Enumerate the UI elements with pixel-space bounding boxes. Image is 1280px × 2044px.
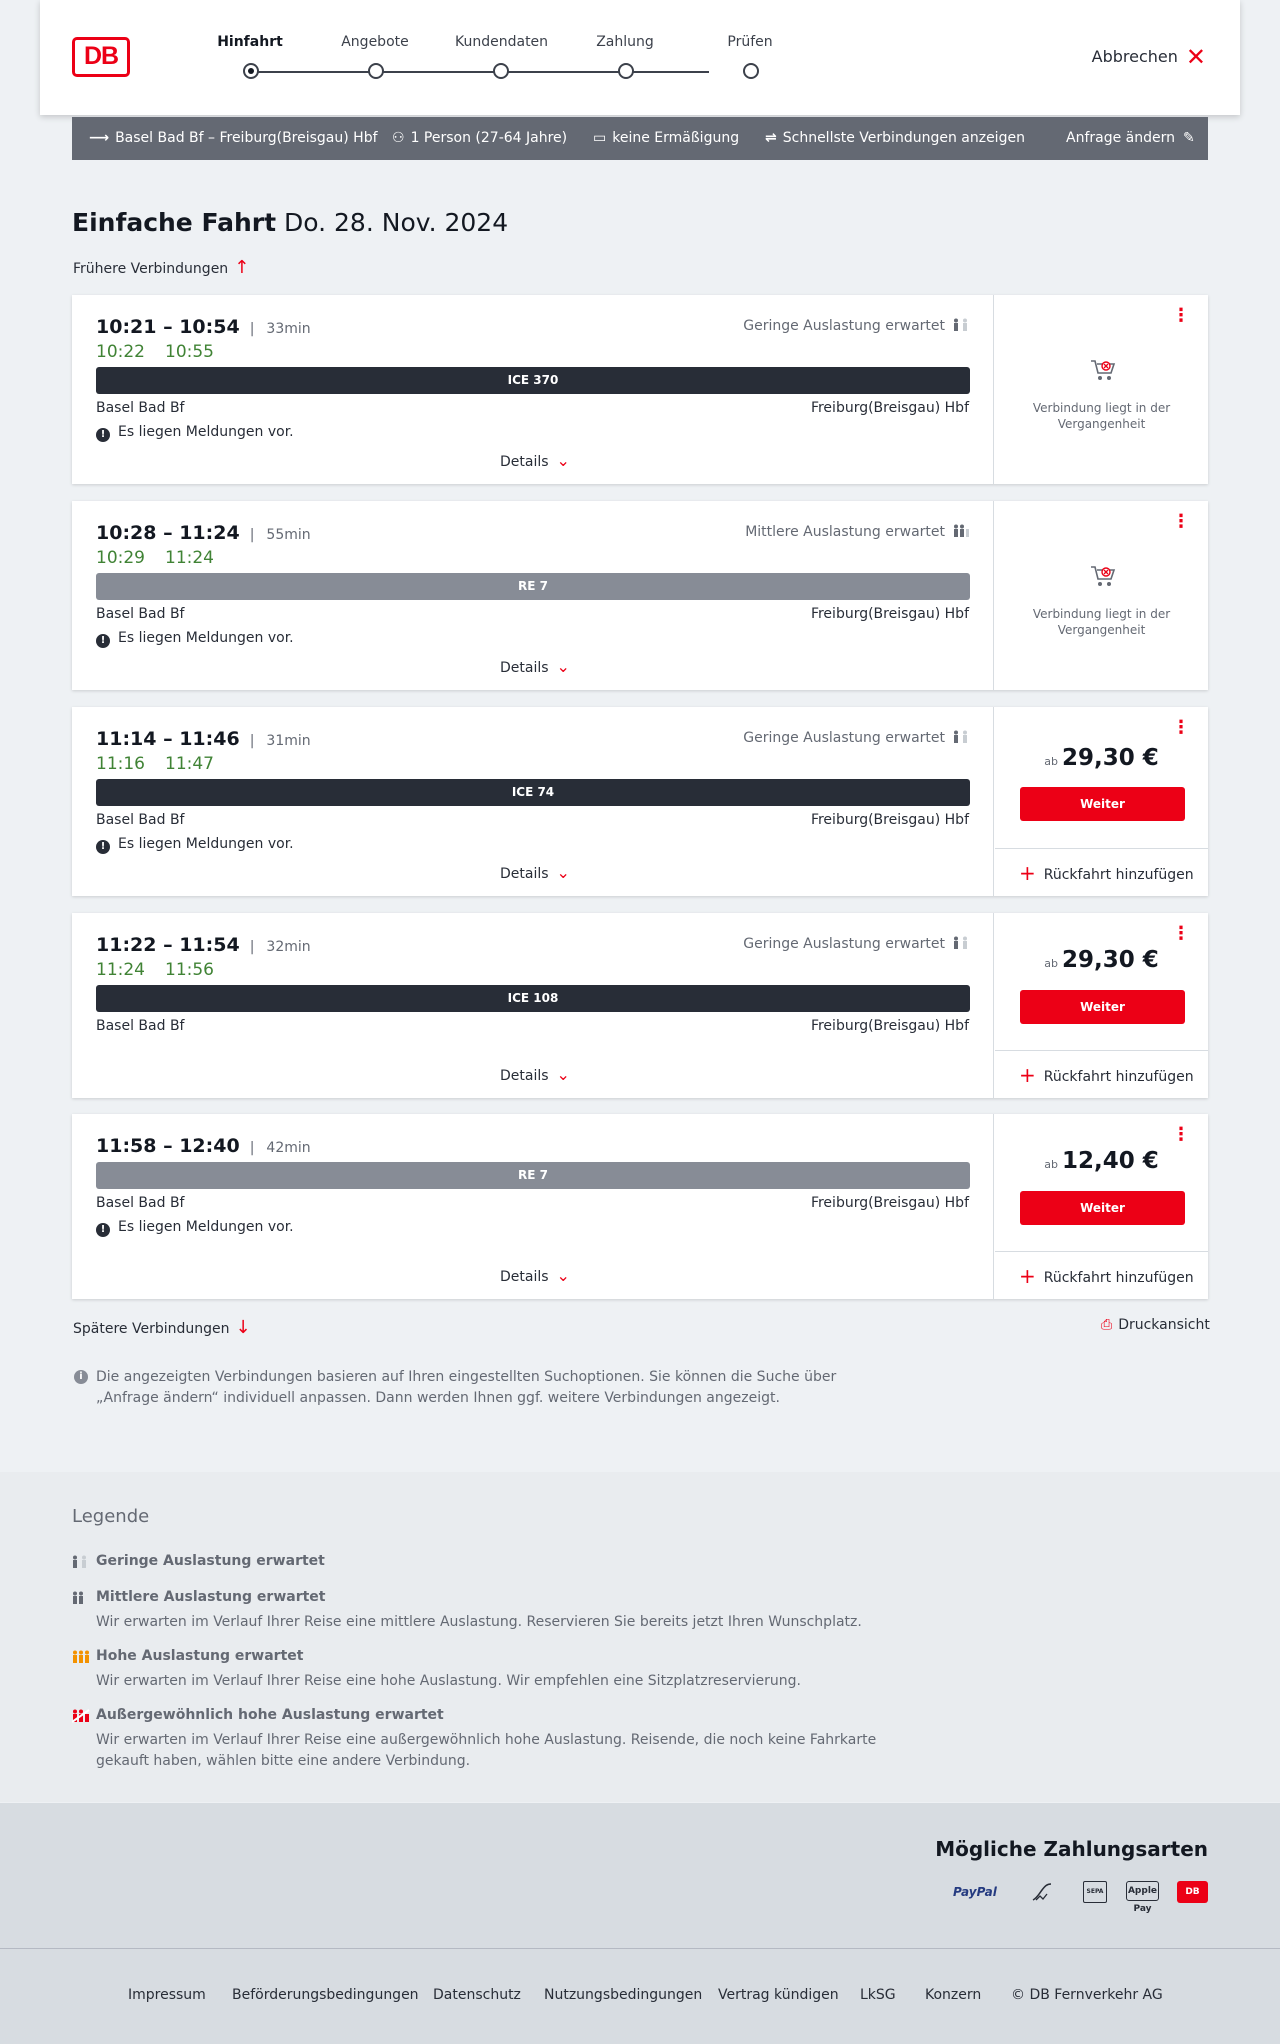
booking-header <box>40 0 1240 115</box>
realtime-departure: 11:24 <box>96 960 145 980</box>
footer-link-datenschutz[interactable]: Datenschutz <box>433 1987 521 2003</box>
duration: | 31min <box>250 733 311 749</box>
connection-times <box>96 1135 311 1157</box>
arrow-up-icon: ↑ <box>234 257 250 278</box>
legend-item-title: Mittlere Auslastung erwartet <box>96 1589 326 1605</box>
add-return-label: Rückfahrt hinzufügen <box>1043 1069 1194 1085</box>
page-title <box>72 208 508 237</box>
step-dot <box>243 63 259 79</box>
planned-times: 10:21 – 10:54 <box>96 316 240 338</box>
progress-stepper <box>205 34 773 84</box>
price <box>995 745 1208 771</box>
price <box>995 947 1208 973</box>
cancel-button[interactable] <box>1091 42 1206 71</box>
stepper-line <box>250 71 709 73</box>
disruption-message <box>96 630 294 648</box>
connection-details-panel <box>72 707 994 896</box>
footer-link-nutzungsbedingungen[interactable]: Nutzungsbedingungen <box>544 1987 703 2003</box>
print-view-link[interactable] <box>1101 1317 1210 1333</box>
discount-text: keine Ermäßigung <box>612 130 740 146</box>
past-connection-note: Verbindung liegt in der Vergangenheit <box>1032 607 1171 637</box>
step-zahlung <box>580 34 670 50</box>
message-text: Es liegen Meldungen vor. <box>118 424 294 440</box>
more-options-icon[interactable]: ⋮ <box>1172 717 1190 738</box>
occupancy-info <box>743 730 969 746</box>
search-info-note <box>72 1367 852 1409</box>
occupancy-high-icon <box>72 1650 90 1664</box>
offer-panel <box>995 913 1208 1098</box>
occupancy-medium-icon <box>953 524 969 538</box>
step-pruefen <box>705 34 795 50</box>
occupancy-low-icon <box>953 730 969 744</box>
more-options-icon[interactable]: ⋮ <box>1172 1124 1190 1145</box>
occupancy-text: Geringe Auslastung erwartet <box>743 936 945 952</box>
add-return-trip-button[interactable] <box>995 1050 1208 1098</box>
step-label: Angebote <box>341 34 409 50</box>
price-prefix: ab <box>1044 755 1058 768</box>
realtime-departure: 10:22 <box>96 342 145 362</box>
connection-details-panel <box>72 1114 994 1299</box>
departure-station: Basel Bad Bf <box>96 400 185 416</box>
price-prefix: ab <box>1044 957 1058 970</box>
print-label: Druckansicht <box>1118 1317 1210 1333</box>
earlier-connections-link[interactable] <box>73 257 249 278</box>
realtime-departure: 11:16 <box>96 754 145 774</box>
later-label: Spätere Verbindungen <box>73 1321 230 1337</box>
step-angebote <box>330 34 420 50</box>
step-dot <box>618 63 634 79</box>
paypal-icon: PayPal <box>953 1885 997 1899</box>
message-text: Es liegen Meldungen vor. <box>118 836 294 852</box>
alert-icon: ! <box>96 428 110 442</box>
details-label: Details <box>500 454 549 470</box>
card-icon: ▭ <box>593 130 607 146</box>
later-connections-link[interactable] <box>73 1317 251 1338</box>
planned-times: 11:22 – 11:54 <box>96 934 240 956</box>
query-summary-bar <box>72 117 1208 160</box>
legend-item-title: Außergewöhnlich hohe Auslastung erwartet <box>96 1707 444 1723</box>
more-options-icon[interactable]: ⋮ <box>1172 305 1190 326</box>
discount-summary <box>593 130 739 146</box>
connection-card <box>72 913 1208 1098</box>
cart-unavailable-icon <box>1089 563 1117 589</box>
add-return-label: Rückfahrt hinzufügen <box>1043 867 1194 883</box>
details-label: Details <box>500 866 549 882</box>
edit-query-text: Anfrage ändern <box>1066 130 1175 146</box>
printer-icon: ⎙ <box>1101 1317 1113 1333</box>
arrival-station: Freiburg(Breisgau) Hbf <box>810 606 969 622</box>
info-text: Die angezeigten Verbindungen basieren auf Ihren eingestellten Suchoptionen. Sie können die Suche über „Anfrage ändern“ individuell anpassen. Dann werden Ihnen ggf. weitere Verbindungen angezeigt. <box>96 1369 837 1406</box>
details-label: Details <box>500 660 549 676</box>
continue-button[interactable]: Weiter <box>1020 1191 1185 1225</box>
planned-times: 11:14 – 11:46 <box>96 728 240 750</box>
connection-times <box>96 522 311 544</box>
disruption-message <box>96 1219 294 1237</box>
trip-date: Do. 28. Nov. 2024 <box>284 208 509 237</box>
duration: | 55min <box>250 527 311 543</box>
realtime-times <box>96 342 214 362</box>
arrival-station: Freiburg(Breisgau) Hbf <box>810 400 969 416</box>
step-label: Kundendaten <box>455 34 549 50</box>
footer-link-lksg[interactable]: LkSG <box>860 1987 896 2003</box>
traveler-summary <box>392 130 567 146</box>
trip-kind: Einfache Fahrt <box>72 208 277 237</box>
occupancy-extreme-icon <box>72 1709 90 1723</box>
offer-panel <box>995 501 1208 690</box>
occupancy-text: Mittlere Auslastung erwartet <box>745 524 945 540</box>
details-toggle[interactable] <box>500 863 570 882</box>
footer-link-befoerderungsbedingungen[interactable]: Beförderungsbedingungen <box>232 1987 419 2003</box>
plus-icon: + <box>1019 861 1036 885</box>
train-bar[interactable]: ICE 108 <box>96 985 970 1012</box>
occupancy-text: Geringe Auslastung erwartet <box>743 730 945 746</box>
alert-icon: ! <box>96 1223 110 1237</box>
duration: | 32min <box>250 939 311 955</box>
db-payment-icon: DB <box>1177 1881 1208 1903</box>
chevron-down-icon: ⌄ <box>556 1266 570 1285</box>
db-logo[interactable]: DB <box>72 37 130 77</box>
departure-station: Basel Bad Bf <box>96 1195 185 1211</box>
arrow-right-icon: ⟶ <box>89 130 110 146</box>
footer-copyright: © DB Fernverkehr AG <box>1011 1987 1163 2003</box>
direct-debit-icon <box>1030 1881 1056 1903</box>
step-label: Hinfahrt <box>217 34 283 50</box>
connection-times <box>96 316 311 338</box>
info-icon: i <box>74 1370 88 1384</box>
details-toggle[interactable] <box>500 1266 570 1285</box>
planned-times: 11:58 – 12:40 <box>96 1135 240 1157</box>
price-value: 29,30 € <box>1061 947 1159 973</box>
details-label: Details <box>500 1269 549 1285</box>
occupancy-info <box>743 318 969 334</box>
footer-link-vertrag-kuendigen[interactable]: Vertrag kündigen <box>718 1987 839 2003</box>
person-icon: ⚇ <box>392 130 405 146</box>
edit-query-button[interactable] <box>1066 130 1195 146</box>
route-text: Basel Bad Bf – Freiburg(Breisgau) Hbf <box>115 130 378 146</box>
train-bar[interactable]: ICE 370 <box>96 367 970 394</box>
sepa-icon: SEPA <box>1083 1881 1107 1903</box>
realtime-departure: 10:29 <box>96 548 145 568</box>
footer-link-konzern[interactable]: Konzern <box>925 1987 982 2003</box>
occupancy-low-icon <box>72 1555 90 1569</box>
more-options-icon[interactable]: ⋮ <box>1172 511 1190 532</box>
planned-times: 10:28 – 11:24 <box>96 522 240 544</box>
arrival-station: Freiburg(Breisgau) Hbf <box>810 1195 969 1211</box>
legend-item-text: Wir erwarten im Verlauf Ihrer Reise eine hohe Auslastung. Wir empfehlen eine Sitzplatzreservierung. <box>96 1673 801 1689</box>
connection-card <box>72 707 1208 896</box>
offer-panel <box>995 1114 1208 1299</box>
fastest-toggle[interactable] <box>765 130 1025 146</box>
legend-item <box>72 1589 892 1633</box>
price-value: 12,40 € <box>1061 1148 1159 1174</box>
legend-item <box>72 1553 892 1569</box>
price-prefix: ab <box>1044 1158 1058 1171</box>
plus-icon: + <box>1019 1264 1036 1288</box>
occupancy-text: Geringe Auslastung erwartet <box>743 318 945 334</box>
realtime-times <box>96 960 214 980</box>
occupancy-medium-icon <box>72 1591 90 1605</box>
legend-title: Legende <box>72 1506 150 1527</box>
connection-card <box>72 1114 1208 1299</box>
arrival-station: Freiburg(Breisgau) Hbf <box>810 812 969 828</box>
departure-station: Basel Bad Bf <box>96 606 185 622</box>
continue-button[interactable]: Weiter <box>1020 787 1185 821</box>
fastest-text: Schnellste Verbindungen anzeigen <box>782 130 1025 146</box>
footer-link-impressum[interactable]: Impressum <box>128 1987 206 2003</box>
price <box>995 1148 1208 1174</box>
connection-times <box>96 934 311 956</box>
realtime-times <box>96 548 214 568</box>
more-options-icon[interactable]: ⋮ <box>1172 923 1190 944</box>
connection-times <box>96 728 311 750</box>
add-return-trip-button[interactable] <box>995 1251 1208 1299</box>
duration: | 33min <box>250 321 311 337</box>
realtime-arrival: 11:24 <box>165 548 214 568</box>
chevron-down-icon: ⌄ <box>556 1065 570 1084</box>
connection-details-panel <box>72 295 994 484</box>
pencil-icon: ✎ <box>1183 130 1195 146</box>
disruption-message <box>96 424 294 442</box>
occupancy-low-icon <box>953 318 969 332</box>
add-return-label: Rückfahrt hinzufügen <box>1043 1270 1194 1286</box>
apple-pay-icon: Apple Pay <box>1126 1881 1159 1901</box>
legend-item-text: Wir erwarten im Verlauf Ihrer Reise eine mittlere Auslastung. Reservieren Sie bereits jetzt Ihren Wunschplatz. <box>96 1614 862 1630</box>
past-connection-note: Verbindung liegt in der Vergangenheit <box>1032 401 1171 431</box>
legend-item <box>72 1707 892 1772</box>
train-bar[interactable]: RE 7 <box>96 1162 970 1189</box>
details-toggle[interactable] <box>500 657 570 676</box>
realtime-times <box>96 754 214 774</box>
alert-icon: ! <box>96 840 110 854</box>
details-toggle[interactable] <box>500 1065 570 1084</box>
train-bar[interactable]: RE 7 <box>96 573 970 600</box>
cart-unavailable-icon <box>1089 357 1117 383</box>
chevron-down-icon: ⌄ <box>556 863 570 882</box>
arrow-down-icon: ↓ <box>235 1317 251 1338</box>
realtime-arrival: 11:56 <box>165 960 214 980</box>
alert-icon: ! <box>96 634 110 648</box>
payment-methods-section <box>0 1803 1280 1948</box>
route-summary <box>89 130 378 146</box>
legend-item <box>72 1648 892 1692</box>
arrival-station: Freiburg(Breisgau) Hbf <box>810 1018 969 1034</box>
step-label: Prüfen <box>727 34 773 50</box>
legend-section <box>0 1472 1280 1802</box>
cancel-label: Abbrechen <box>1091 47 1178 66</box>
legend-item-text: Wir erwarten im Verlauf Ihrer Reise eine außergewöhnlich hohe Auslastung. Reisende, die noch keine Fahrkarte gekauft haben, wählen bitte eine andere Verbindung. <box>96 1732 877 1769</box>
chevron-down-icon: ⌄ <box>556 451 570 470</box>
step-label: Zahlung <box>596 34 654 50</box>
legend-item-title: Hohe Auslastung erwartet <box>96 1648 304 1664</box>
message-text: Es liegen Meldungen vor. <box>118 1219 294 1235</box>
occupancy-low-icon <box>953 936 969 950</box>
plus-icon: + <box>1019 1063 1036 1087</box>
step-kundendaten <box>455 34 549 50</box>
realtime-arrival: 10:55 <box>165 342 214 362</box>
filter-icon: ⇌ <box>765 130 777 146</box>
occupancy-info <box>743 936 969 952</box>
departure-station: Basel Bad Bf <box>96 812 185 828</box>
traveler-text: 1 Person (27-64 Jahre) <box>410 130 568 146</box>
connection-card <box>72 295 1208 484</box>
occupancy-info <box>745 524 969 540</box>
payment-title: Mögliche Zahlungsarten <box>935 1837 1208 1861</box>
duration: | 42min <box>250 1140 311 1156</box>
departure-station: Basel Bad Bf <box>96 1018 185 1034</box>
connection-card <box>72 501 1208 690</box>
connection-details-panel <box>72 501 994 690</box>
continue-button[interactable]: Weiter <box>1020 990 1185 1024</box>
add-return-trip-button[interactable] <box>995 848 1208 896</box>
details-toggle[interactable] <box>500 451 570 470</box>
earlier-label: Frühere Verbindungen <box>73 261 229 277</box>
step-dot <box>368 63 384 79</box>
train-bar[interactable]: ICE 74 <box>96 779 970 806</box>
close-icon: ✕ <box>1185 42 1206 71</box>
step-hinfahrt <box>205 34 295 50</box>
legend-item-title: Geringe Auslastung erwartet <box>96 1553 325 1569</box>
price-value: 29,30 € <box>1061 745 1159 771</box>
connection-details-panel <box>72 913 994 1098</box>
step-dot <box>493 63 509 79</box>
details-label: Details <box>500 1068 549 1084</box>
realtime-arrival: 11:47 <box>165 754 214 774</box>
disruption-message <box>96 836 294 854</box>
offer-panel <box>995 707 1208 896</box>
footer <box>0 1948 1280 2044</box>
message-text: Es liegen Meldungen vor. <box>118 630 294 646</box>
step-dot <box>743 63 759 79</box>
chevron-down-icon: ⌄ <box>556 657 570 676</box>
offer-panel <box>995 295 1208 484</box>
